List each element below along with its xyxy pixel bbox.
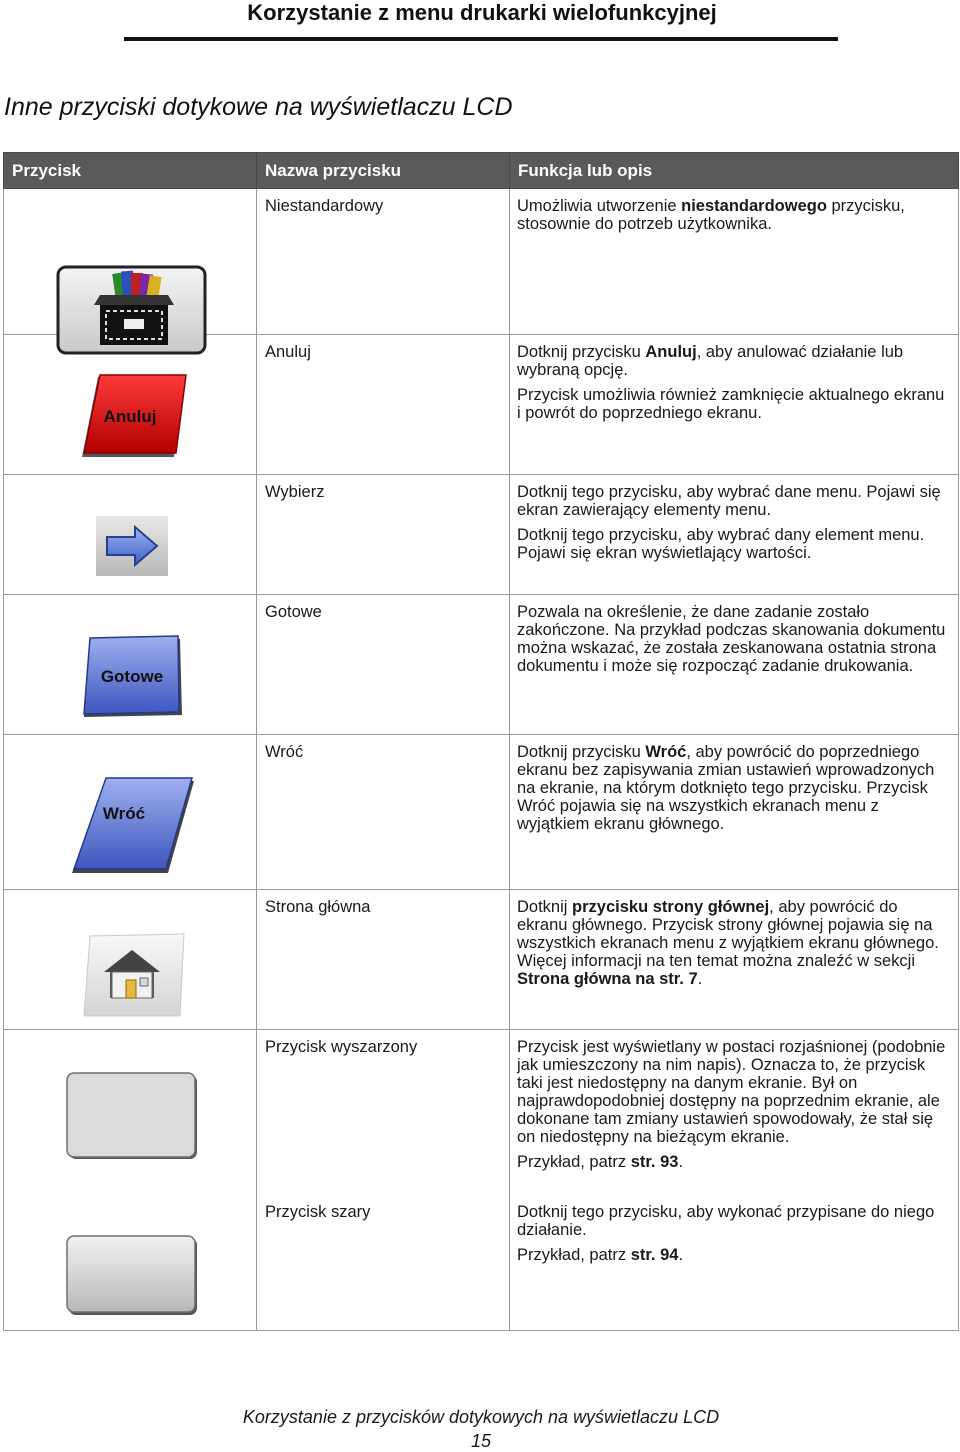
page-number: 15 — [470, 1431, 492, 1451]
desc-text: , aby anulować działanie lub wybraną opcję. — [517, 343, 904, 379]
button-desc-cell — [510, 1195, 959, 1331]
desc-paragraph: Dotknij tego przycisku, aby wykonać przypisane do niego działanie. — [517, 1202, 935, 1239]
desc-text: , aby powrócić do poprzedniego ekranu bez zapisywania zmian ustawień wprowadzonych na ekranie, na którym dotknięto tego przycisku. Przycisk Wróć pojawia się na wszystkich ekranach menu z wyjątkiem ekranu głównego. — [517, 743, 935, 833]
back-button-label: Wróć — [102, 804, 146, 823]
button-name-cell: Przycisk szary — [257, 1195, 510, 1331]
button-desc-cell — [510, 1030, 959, 1195]
right-arrow-icon — [95, 515, 169, 577]
desc-paragraph: Dotknij tego przycisku, aby wybrać dane menu. Pojawi się ekran zawierający elementy menu. — [517, 483, 941, 519]
desc-text: Przykład, patrz — [517, 1245, 631, 1264]
button-cell — [4, 475, 257, 595]
desc-text: Dotknij przycisku — [517, 743, 646, 761]
button-desc-cell — [510, 890, 959, 1030]
table-row — [4, 595, 959, 735]
button-cell — [4, 890, 257, 1030]
done-button-art — [80, 635, 184, 719]
table-row — [4, 890, 959, 1030]
button-cell — [4, 595, 257, 735]
cancel-button-art — [78, 373, 190, 461]
desc-link[interactable]: str. 93 — [630, 1153, 679, 1171]
table-row — [4, 335, 959, 475]
button-cell — [4, 1030, 257, 1195]
section-title: Inne przyciski dotykowe na wyświetlaczu LCD — [4, 93, 513, 121]
desc-bold: niestandardowego — [681, 197, 827, 215]
button-desc-cell — [510, 475, 959, 595]
table-row — [4, 735, 959, 890]
desc-text: , aby powrócić do ekranu głównego. Przycisk strony głównej pojawia się na wszystkich ekranach menu z wyjątkiem ekranu głównego. Więcej informacji na ten temat można znaleźć w sekcji — [517, 898, 939, 970]
button-name-cell: Gotowe — [257, 595, 510, 735]
table-row — [4, 189, 959, 335]
desc-text: Przykład, patrz — [517, 1153, 631, 1171]
button-name-cell: Wróć — [257, 735, 510, 890]
desc-text: . — [678, 1153, 684, 1171]
button-name-cell: Niestandardowy — [257, 189, 510, 335]
button-name-cell: Strona główna — [257, 890, 510, 1030]
button-cell — [4, 335, 257, 475]
button-cell — [4, 189, 257, 335]
desc-text: Dotknij przycisku — [517, 343, 646, 361]
cancel-button-label: Anuluj — [103, 407, 157, 426]
done-button-label: Gotowe — [100, 667, 164, 686]
button-desc-cell — [510, 335, 959, 475]
desc-bold: Anuluj — [645, 343, 697, 361]
back-button-art — [70, 775, 198, 875]
button-cell — [4, 1195, 257, 1331]
column-header: Nazwa przycisku — [257, 153, 510, 189]
desc-text: Umożliwia utworzenie — [517, 197, 682, 215]
desc-link[interactable]: Strona główna na str. 7 — [517, 970, 698, 988]
button-name-cell: Wybierz — [257, 475, 510, 595]
desc-bold: przycisku strony głównej — [572, 898, 770, 916]
button-name-cell: Anuluj — [257, 335, 510, 475]
column-header: Funkcja lub opis — [510, 153, 959, 189]
table-header-row — [4, 153, 959, 189]
gray-button-art — [66, 1235, 200, 1317]
desc-bold: Wróć — [645, 743, 687, 761]
page-header-title: Korzystanie z menu drukarki wielofunkcyjnej — [247, 0, 717, 25]
button-cell — [4, 735, 257, 890]
table-row — [4, 475, 959, 595]
column-header: Przycisk — [4, 153, 257, 189]
desc-paragraph: Dotknij tego przycisku, aby wybrać dany element menu. Pojawi się ekran wyświetlający wartości. — [517, 526, 925, 562]
desc-link[interactable]: str. 94 — [630, 1245, 679, 1264]
grayed-out-button-art — [66, 1072, 200, 1162]
table-row — [4, 1030, 959, 1195]
desc-text: . — [678, 1245, 684, 1264]
desc-paragraph: Pozwala na określenie, że dane zadanie zostało zakończone. Na przykład podczas skanowania dokumentu można wskazać, że została zeskanowana ostatnia strona dokumentu i może się rozpocząć zadanie drukowania. — [517, 603, 946, 675]
header-rule — [124, 37, 838, 41]
table-row — [4, 1195, 959, 1331]
button-desc-cell — [510, 189, 959, 335]
desc-text: Dotknij — [517, 898, 573, 916]
footer-caption: Korzystanie z przycisków dotykowych na wyświetlaczu LCD — [242, 1407, 720, 1427]
buttons-table — [3, 152, 959, 1331]
home-icon — [82, 932, 188, 1018]
desc-paragraph: Przycisk umożliwia również zamknięcie aktualnego ekranu i powrót do poprzedniego ekranu. — [517, 386, 945, 422]
desc-text: . — [697, 970, 703, 988]
desc-paragraph: Przycisk jest wyświetlany w postaci rozjaśnionej (podobnie jak umieszczony na nim napis). Oznacza to, że przycisk taki jest niedostępny na danym ekranie. Był on najprawdopodobniej dostępny na poprzednim ekranie, ale dokonane tam zmiany ustawień spowodowały, że stał się on niedostępny na bieżącym ekranie. — [517, 1038, 946, 1146]
button-desc-cell — [510, 595, 959, 735]
button-name-cell: Przycisk wyszarzony — [257, 1030, 510, 1195]
desc-text: przycisku, stosownie do potrzeb użytkownika. — [517, 197, 905, 233]
button-desc-cell — [510, 735, 959, 890]
